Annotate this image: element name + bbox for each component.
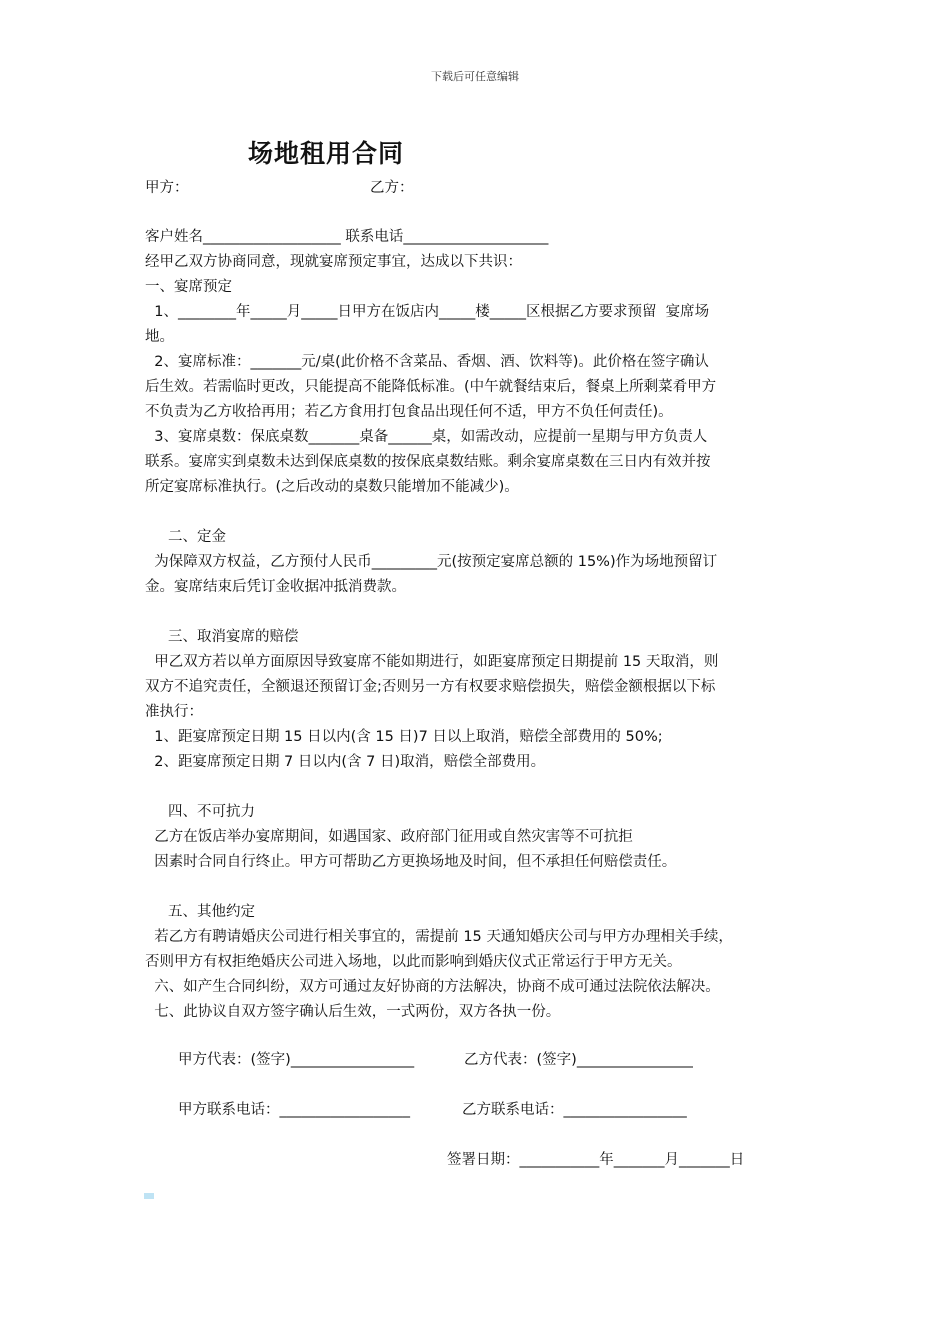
clause-4-cont: 因素时合同自行终止。甲方可帮助乙方更换场地及时间，但不承担任何赔偿责任。 bbox=[145, 854, 677, 870]
party-b-label: 乙方： bbox=[370, 180, 414, 196]
clause-1-1: 1、________年_____月_____日甲方在饭店内_____楼_____区根据乙方要求预留 宴席场 bbox=[145, 304, 710, 320]
contract-title: 场地租用合同 bbox=[248, 139, 405, 168]
clause-5-cont: 否则甲方有权拒绝婚庆公司进入场地，以此而影响到婚庆仪式正常运行于甲方无关。 bbox=[145, 954, 682, 970]
clause-2: 为保障双方权益，乙方预付人民币_________元(按预定宴席总额的 15%)作为场地预留订 bbox=[145, 554, 718, 570]
clause-7: 七、此协议自双方签字确认后生效，一式两份，双方各执一份。 bbox=[145, 1004, 561, 1020]
party-a-label: 甲方： bbox=[145, 180, 189, 196]
clause-1-2: 2、宴席标准：_______元/桌(此价格不含菜品、香烟、酒、饮料等)。此价格在签字确认 bbox=[145, 354, 709, 370]
party-b-representative-signature: 乙方代表：(签字)________________ bbox=[464, 1052, 693, 1068]
clause-5: 若乙方有聘请婚庆公司进行相关事宜的，需提前 15 天通知婚庆公司与甲方办理相关手续， bbox=[145, 929, 733, 945]
cursor-marker bbox=[144, 1193, 154, 1199]
signing-date: 签署日期：___________年_______月_______日 bbox=[447, 1152, 745, 1168]
section-heading-2: 二、定金 bbox=[145, 529, 227, 545]
clause-1-2-cont-a: 后生效。若需临时更改，只能提高不能降低标准。(中午就餐结束后，餐桌上所剩菜肴甲方 bbox=[145, 379, 717, 395]
clause-3-item-1: 1、距宴席预定日期 15 日以内(含 15 日)7 日以上取消，赔偿全部费用的 50%; bbox=[145, 729, 663, 745]
clause-4: 乙方在饭店举办宴席期间，如遇国家、政府部门征用或自然灾害等不可抗拒 bbox=[145, 829, 633, 845]
line-customer-info: 客户姓名___________________ 联系电话____________________ bbox=[145, 229, 549, 245]
section-heading-3: 三、取消宴席的赔偿 bbox=[145, 629, 299, 645]
clause-1-3-cont-a: 联系。宴席实到桌数未达到保底桌数的按保底桌数结账。剩余宴席桌数在三日内有效并按 bbox=[145, 454, 711, 470]
clause-1-3: 3、宴席桌数：保底桌数_______桌备______桌，如需改动，应提前一星期与甲方负责人 bbox=[145, 429, 708, 445]
party-b-phone: 乙方联系电话：_________________ bbox=[462, 1102, 687, 1118]
clause-3: 甲乙双方若以单方面原因导致宴席不能如期进行，如距宴席预定日期提前 15 天取消，则 bbox=[145, 654, 719, 670]
clause-1-2-cont-b: 不负责为乙方收拾再用；若乙方食用打包食品出现任何不适，甲方不负任何责任)。 bbox=[145, 404, 673, 420]
line-intro: 经甲乙双方协商同意，现就宴席预定事宜，达成以下共识： bbox=[145, 254, 522, 270]
clause-6: 六、如产生合同纠纷，双方可通过友好协商的方法解决，协商不成可通过法院依法解决。 bbox=[145, 979, 720, 995]
party-a-representative-signature: 甲方代表：(签字)_________________ bbox=[178, 1052, 415, 1068]
section-heading-4: 四、不可抗力 bbox=[145, 804, 256, 820]
party-a-phone: 甲方联系电话：__________________ bbox=[178, 1102, 410, 1118]
section-heading-5: 五、其他约定 bbox=[145, 904, 256, 920]
clause-3-item-2: 2、距宴席预定日期 7 日以内(含 7 日)取消，赔偿全部费用。 bbox=[145, 754, 546, 770]
clause-2-cont: 金。宴席结束后凭订金收据冲抵消费款。 bbox=[145, 579, 406, 595]
clause-3-cont-b: 准执行： bbox=[145, 704, 203, 720]
section-heading-1: 一、宴席预定 bbox=[145, 279, 232, 295]
clause-1-1-cont: 地。 bbox=[145, 329, 174, 345]
clause-3-cont-a: 双方不追究责任，全额退还预留订金;否则另一方有权要求赔偿损失，赔偿金额根据以下标 bbox=[145, 679, 716, 695]
page-header: 下载后可任意编辑 bbox=[431, 70, 519, 83]
clause-1-3-cont-b: 所定宴席标准执行。(之后改动的桌数只能增加不能减少)。 bbox=[145, 479, 519, 495]
